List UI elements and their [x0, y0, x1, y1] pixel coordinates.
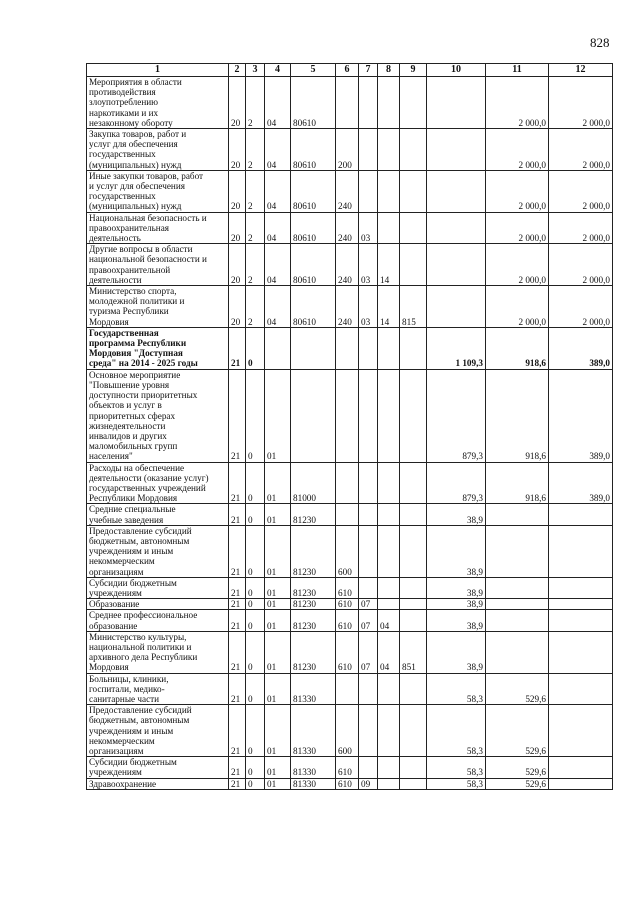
code-cell: [359, 757, 378, 778]
row-name-cell: Субсидии бюджетным учреждениям: [87, 577, 229, 598]
code-cell: [400, 170, 427, 212]
code-cell: 04: [265, 286, 291, 328]
code-cell: 81230: [291, 504, 336, 525]
amount-cell: [549, 631, 613, 673]
amount-cell: [486, 525, 549, 577]
code-cell: 21: [229, 757, 246, 778]
amount-cell: [427, 77, 486, 129]
code-cell: 200: [336, 129, 359, 171]
code-cell: 0: [246, 705, 265, 757]
amount-cell: 58,3: [427, 757, 486, 778]
page-number: 828: [590, 35, 610, 50]
code-cell: 01: [265, 504, 291, 525]
column-header: 8: [378, 64, 400, 77]
amount-cell: 58,3: [427, 673, 486, 705]
code-cell: 80610: [291, 212, 336, 244]
code-cell: [359, 673, 378, 705]
code-cell: 01: [265, 757, 291, 778]
code-cell: 80610: [291, 244, 336, 286]
code-cell: 07: [359, 631, 378, 673]
code-cell: [378, 778, 400, 789]
code-cell: 0: [246, 757, 265, 778]
code-cell: 04: [265, 244, 291, 286]
code-cell: 600: [336, 705, 359, 757]
column-header: 4: [265, 64, 291, 77]
row-name-cell: Средние специальные учебные заведения: [87, 504, 229, 525]
row-name-cell: Предоставление субсидий бюджетным, автономным учреждениям и иным некоммерческим организациям: [87, 525, 229, 577]
code-cell: 2: [246, 212, 265, 244]
amount-cell: 918,6: [486, 327, 549, 369]
code-cell: 0: [246, 673, 265, 705]
code-cell: 20: [229, 170, 246, 212]
code-cell: 01: [265, 610, 291, 631]
amount-cell: [427, 244, 486, 286]
column-header: 1: [87, 64, 229, 77]
row-name-cell: Больницы, клиники, госпитали, медико- санитарные части: [87, 673, 229, 705]
amount-cell: [549, 757, 613, 778]
code-cell: 0: [246, 577, 265, 598]
code-cell: 610: [336, 631, 359, 673]
code-cell: 2: [246, 129, 265, 171]
code-cell: 14: [378, 244, 400, 286]
amount-cell: 2 000,0: [549, 77, 613, 129]
amount-cell: 879,3: [427, 462, 486, 504]
amount-cell: 38,9: [427, 504, 486, 525]
code-cell: [378, 525, 400, 577]
code-cell: [359, 129, 378, 171]
code-cell: 01: [265, 577, 291, 598]
row-name-cell: Здравоохранение: [87, 778, 229, 789]
code-cell: [400, 244, 427, 286]
code-cell: 01: [265, 673, 291, 705]
code-cell: [378, 673, 400, 705]
row-name-cell: Образование: [87, 599, 229, 610]
table-row: [87, 673, 613, 705]
amount-cell: 529,6: [486, 705, 549, 757]
code-cell: 81230: [291, 577, 336, 598]
amount-cell: [486, 599, 549, 610]
table-row: [87, 631, 613, 673]
amount-cell: 389,0: [549, 462, 613, 504]
code-cell: [378, 212, 400, 244]
code-cell: 01: [265, 369, 291, 462]
table-row: [87, 504, 613, 525]
code-cell: [400, 462, 427, 504]
amount-cell: 2 000,0: [549, 129, 613, 171]
table-row: [87, 212, 613, 244]
code-cell: 21: [229, 462, 246, 504]
code-cell: [378, 129, 400, 171]
amount-cell: [549, 673, 613, 705]
code-cell: 81330: [291, 778, 336, 789]
code-cell: 610: [336, 778, 359, 789]
amount-cell: 389,0: [549, 369, 613, 462]
column-header: 3: [246, 64, 265, 77]
code-cell: [378, 170, 400, 212]
table-row: [87, 705, 613, 757]
code-cell: 81230: [291, 599, 336, 610]
amount-cell: 2 000,0: [549, 244, 613, 286]
code-cell: [400, 327, 427, 369]
amount-cell: [549, 610, 613, 631]
code-cell: 01: [265, 778, 291, 789]
table-row: [87, 462, 613, 504]
code-cell: 21: [229, 705, 246, 757]
code-cell: 21: [229, 327, 246, 369]
code-cell: 610: [336, 610, 359, 631]
table-row: [87, 286, 613, 328]
code-cell: 0: [246, 504, 265, 525]
code-cell: [291, 369, 336, 462]
code-cell: 03: [359, 212, 378, 244]
code-cell: 0: [246, 631, 265, 673]
amount-cell: [486, 631, 549, 673]
code-cell: 610: [336, 599, 359, 610]
code-cell: [400, 525, 427, 577]
code-cell: [400, 504, 427, 525]
code-cell: 04: [265, 212, 291, 244]
code-cell: 240: [336, 244, 359, 286]
code-cell: 01: [265, 525, 291, 577]
code-cell: 2: [246, 77, 265, 129]
code-cell: [359, 504, 378, 525]
amount-cell: 529,6: [486, 778, 549, 789]
column-header: 10: [427, 64, 486, 77]
code-cell: [336, 504, 359, 525]
amount-cell: 918,6: [486, 462, 549, 504]
code-cell: [359, 525, 378, 577]
amount-cell: [549, 778, 613, 789]
code-cell: 81330: [291, 757, 336, 778]
code-cell: 0: [246, 525, 265, 577]
code-cell: 240: [336, 212, 359, 244]
code-cell: 81230: [291, 631, 336, 673]
column-header: 11: [486, 64, 549, 77]
row-name-cell: Расходы на обеспечение деятельности (оказание услуг) государственных учреждений Республики Мордовия: [87, 462, 229, 504]
code-cell: 04: [265, 129, 291, 171]
code-cell: 610: [336, 757, 359, 778]
code-cell: 2: [246, 170, 265, 212]
amount-cell: 2 000,0: [486, 129, 549, 171]
row-name-cell: Мероприятия в области противодействия злоупотреблению наркотиками и их незаконному обороту: [87, 77, 229, 129]
code-cell: [378, 462, 400, 504]
row-name-cell: Другие вопросы в области национальной безопасности и правоохранительной деятельности: [87, 244, 229, 286]
amount-cell: 38,9: [427, 577, 486, 598]
amount-cell: 2 000,0: [486, 212, 549, 244]
code-cell: [265, 327, 291, 369]
column-header: 7: [359, 64, 378, 77]
table-row: [87, 170, 613, 212]
code-cell: [291, 327, 336, 369]
code-cell: 20: [229, 77, 246, 129]
code-cell: 21: [229, 577, 246, 598]
code-cell: [378, 599, 400, 610]
row-name-cell: Среднее профессиональное образование: [87, 610, 229, 631]
table-row: [87, 77, 613, 129]
code-cell: 81330: [291, 673, 336, 705]
code-cell: [378, 757, 400, 778]
code-cell: 80610: [291, 170, 336, 212]
code-cell: [378, 577, 400, 598]
code-cell: [400, 778, 427, 789]
code-cell: 07: [359, 599, 378, 610]
amount-cell: [549, 504, 613, 525]
amount-cell: 918,6: [486, 369, 549, 462]
row-name-cell: Субсидии бюджетным учреждениям: [87, 757, 229, 778]
code-cell: 0: [246, 778, 265, 789]
amount-cell: [486, 610, 549, 631]
code-cell: 20: [229, 244, 246, 286]
amount-cell: 38,9: [427, 610, 486, 631]
code-cell: 0: [246, 327, 265, 369]
column-header: 12: [549, 64, 613, 77]
amount-cell: 2 000,0: [549, 212, 613, 244]
code-cell: 14: [378, 286, 400, 328]
code-cell: [336, 327, 359, 369]
amount-cell: 58,3: [427, 705, 486, 757]
code-cell: [359, 170, 378, 212]
column-header: 6: [336, 64, 359, 77]
code-cell: [378, 705, 400, 757]
code-cell: 0: [246, 369, 265, 462]
code-cell: 04: [265, 170, 291, 212]
amount-cell: 2 000,0: [486, 244, 549, 286]
table-row: [87, 757, 613, 778]
amount-cell: 1 109,3: [427, 327, 486, 369]
code-cell: 20: [229, 129, 246, 171]
code-cell: [400, 129, 427, 171]
amount-cell: [549, 599, 613, 610]
code-cell: [378, 327, 400, 369]
code-cell: 80610: [291, 77, 336, 129]
code-cell: 81000: [291, 462, 336, 504]
table-row: [87, 129, 613, 171]
amount-cell: 38,9: [427, 631, 486, 673]
code-cell: 2: [246, 286, 265, 328]
code-cell: [400, 757, 427, 778]
code-cell: 0: [246, 610, 265, 631]
amount-cell: [486, 577, 549, 598]
code-cell: 815: [400, 286, 427, 328]
code-cell: [400, 369, 427, 462]
code-cell: 03: [359, 286, 378, 328]
code-cell: [336, 462, 359, 504]
code-cell: [400, 212, 427, 244]
code-cell: [359, 705, 378, 757]
code-cell: 07: [359, 610, 378, 631]
column-header: 9: [400, 64, 427, 77]
code-cell: [400, 599, 427, 610]
row-name-cell: Предоставление субсидий бюджетным, автономным учреждениям и иным некоммерческим организациям: [87, 705, 229, 757]
code-cell: [359, 577, 378, 598]
row-name-cell: Министерство спорта, молодежной политики и туризма Республики Мордовия: [87, 286, 229, 328]
amount-cell: 58,3: [427, 778, 486, 789]
code-cell: 81230: [291, 610, 336, 631]
table-row: [87, 327, 613, 369]
table-row: [87, 244, 613, 286]
table-row: [87, 610, 613, 631]
code-cell: 21: [229, 369, 246, 462]
code-cell: [400, 610, 427, 631]
table-row: [87, 525, 613, 577]
row-name-cell: Национальная безопасность и правоохранительная деятельность: [87, 212, 229, 244]
code-cell: [378, 369, 400, 462]
code-cell: [336, 77, 359, 129]
code-cell: 01: [265, 462, 291, 504]
code-cell: 21: [229, 673, 246, 705]
code-cell: [336, 673, 359, 705]
amount-cell: [427, 212, 486, 244]
code-cell: [359, 77, 378, 129]
code-cell: 03: [359, 244, 378, 286]
code-cell: 04: [378, 610, 400, 631]
code-cell: [336, 369, 359, 462]
amount-cell: [427, 170, 486, 212]
amount-cell: 529,6: [486, 757, 549, 778]
code-cell: 01: [265, 599, 291, 610]
code-cell: 20: [229, 212, 246, 244]
code-cell: [378, 504, 400, 525]
amount-cell: 2 000,0: [486, 77, 549, 129]
code-cell: [359, 462, 378, 504]
amount-cell: 879,3: [427, 369, 486, 462]
code-cell: 20: [229, 286, 246, 328]
code-cell: 80610: [291, 286, 336, 328]
code-cell: [400, 77, 427, 129]
row-name-cell: Закупка товаров, работ и услуг для обеспечения государственных (муниципальных) нужд: [87, 129, 229, 171]
amount-cell: [549, 577, 613, 598]
table-row: [87, 778, 613, 789]
code-cell: 04: [265, 77, 291, 129]
code-cell: 21: [229, 631, 246, 673]
code-cell: [378, 77, 400, 129]
code-cell: 01: [265, 705, 291, 757]
code-cell: 21: [229, 610, 246, 631]
code-cell: [359, 369, 378, 462]
table-row: [87, 599, 613, 610]
amount-cell: 2 000,0: [549, 286, 613, 328]
code-cell: 21: [229, 599, 246, 610]
amount-cell: 389,0: [549, 327, 613, 369]
amount-cell: 2 000,0: [486, 170, 549, 212]
code-cell: 0: [246, 462, 265, 504]
amount-cell: 38,9: [427, 599, 486, 610]
code-cell: 81330: [291, 705, 336, 757]
code-cell: [400, 705, 427, 757]
amount-cell: 2 000,0: [486, 286, 549, 328]
code-cell: 0: [246, 599, 265, 610]
amount-cell: [486, 504, 549, 525]
table-body: [87, 77, 613, 790]
amount-cell: [549, 525, 613, 577]
code-cell: 09: [359, 778, 378, 789]
code-cell: 04: [378, 631, 400, 673]
budget-table: [86, 63, 613, 790]
code-cell: 21: [229, 504, 246, 525]
column-header: 5: [291, 64, 336, 77]
code-cell: 80610: [291, 129, 336, 171]
code-cell: 851: [400, 631, 427, 673]
code-cell: 610: [336, 577, 359, 598]
column-header: 2: [229, 64, 246, 77]
amount-cell: 2 000,0: [549, 170, 613, 212]
row-name-cell: Иные закупки товаров, работ и услуг для обеспечения государственных (муниципальных) нужд: [87, 170, 229, 212]
code-cell: 240: [336, 170, 359, 212]
code-cell: 240: [336, 286, 359, 328]
code-cell: 01: [265, 631, 291, 673]
row-name-cell: Министерство культуры, национальной политики и архивного дела Республики Мордовия: [87, 631, 229, 673]
code-cell: 600: [336, 525, 359, 577]
code-cell: 81230: [291, 525, 336, 577]
table-row: [87, 369, 613, 462]
code-cell: 21: [229, 778, 246, 789]
code-cell: [400, 577, 427, 598]
amount-cell: [427, 129, 486, 171]
row-name-cell: Государственная программа Республики Мордовия "Доступная среда" на 2014 - 2025 годы: [87, 327, 229, 369]
row-name-cell: Основное мероприятие "Повышение уровня доступности приоритетных объектов и услуг в приоритетных сферах жизнедеятельности инвалидов и других маломобильных групп населения": [87, 369, 229, 462]
code-cell: [400, 673, 427, 705]
code-cell: 2: [246, 244, 265, 286]
code-cell: 21: [229, 525, 246, 577]
amount-cell: 38,9: [427, 525, 486, 577]
code-cell: [359, 327, 378, 369]
amount-cell: [427, 286, 486, 328]
table-header-row: [87, 64, 613, 77]
table-row: [87, 577, 613, 598]
amount-cell: 529,6: [486, 673, 549, 705]
amount-cell: [549, 705, 613, 757]
